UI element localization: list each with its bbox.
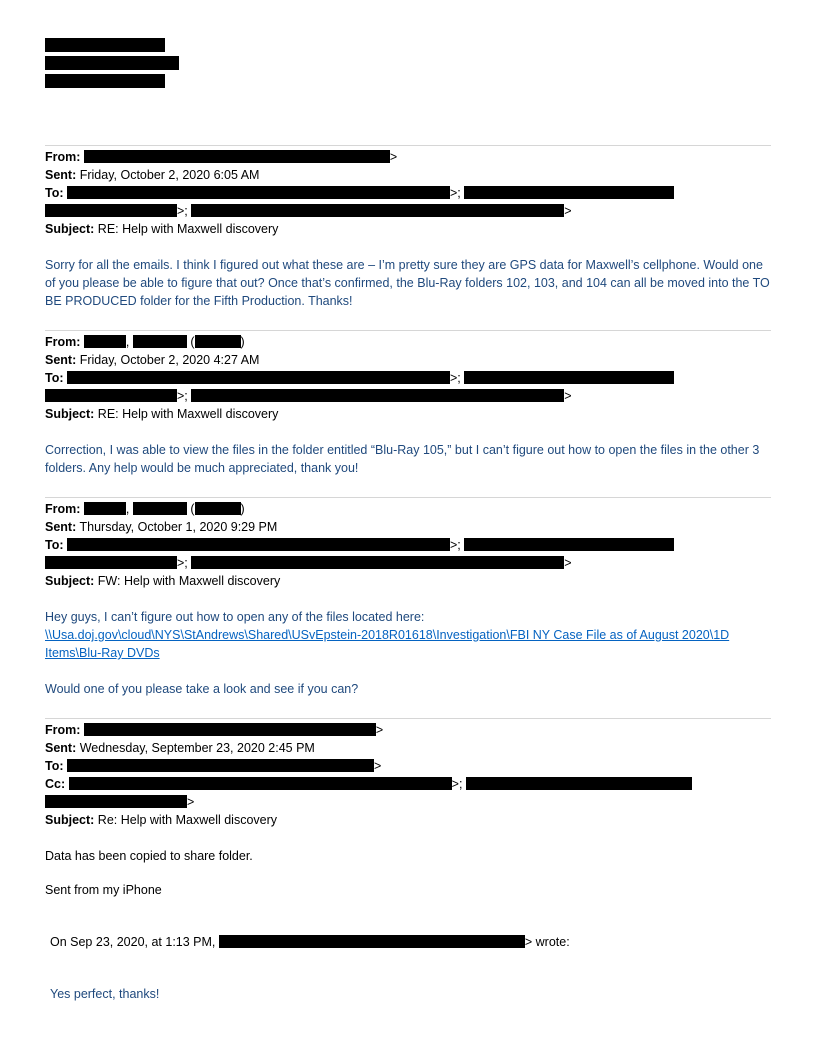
sent-label: Sent: — [45, 168, 77, 182]
subject-line — [45, 572, 280, 590]
subject-line — [45, 405, 278, 423]
redaction-bar — [219, 935, 525, 948]
sent-value: Wednesday, September 23, 2020 2:45 PM — [79, 741, 315, 755]
to-line-continued — [45, 554, 572, 572]
redaction-bar — [84, 150, 390, 163]
sent-line — [45, 166, 259, 184]
sent-label: Sent: — [45, 741, 77, 755]
to-label: To: — [45, 538, 64, 552]
subject-line — [45, 220, 278, 238]
to-line — [45, 536, 674, 554]
divider — [45, 497, 771, 498]
cc-line — [45, 775, 692, 793]
redaction-bar — [45, 389, 177, 402]
email-body: Correction, I was able to view the files in the folder entitled “Blu-Ray 105,” but I can’t figure out how to open the files in the other 3 folders. Any help would be much appreciated, thank you! — [45, 443, 760, 475]
separator: >; — [451, 777, 463, 791]
subject-value: Re: Help with Maxwell discovery — [97, 813, 278, 827]
to-line-continued — [45, 202, 572, 220]
to-line — [45, 184, 674, 202]
quoted-header-suffix: > wrote: — [524, 935, 570, 949]
separator: >; — [450, 186, 461, 200]
from-line — [45, 500, 245, 518]
divider — [45, 330, 771, 331]
redaction-bar — [464, 538, 674, 551]
sent-value: Thursday, October 1, 2020 9:29 PM — [79, 520, 278, 534]
subject-label: Subject: — [45, 407, 95, 421]
redaction-bar — [464, 186, 674, 199]
redaction-bar — [45, 74, 165, 88]
redaction-bar — [45, 38, 165, 52]
open-paren: ( — [190, 502, 195, 516]
redaction-bar — [191, 204, 564, 217]
redaction-bar — [84, 723, 376, 736]
sent-value: Friday, October 2, 2020 4:27 AM — [79, 353, 260, 367]
redaction-bar — [191, 389, 564, 402]
redaction-bar — [45, 204, 177, 217]
quoted-header — [50, 933, 570, 951]
redaction-bar — [45, 56, 179, 70]
redaction-bar — [195, 502, 241, 515]
quoted-body: Yes perfect, thanks! — [50, 987, 160, 1001]
redaction-bar — [195, 335, 241, 348]
redaction-bar — [466, 777, 692, 790]
divider — [45, 145, 771, 146]
redaction-bar — [133, 502, 187, 515]
from-label: From: — [45, 150, 81, 164]
quoted-header-prefix: On Sep 23, 2020, at 1:13 PM, — [50, 935, 216, 949]
email-signature: Sent from my iPhone — [45, 883, 162, 897]
sent-label: Sent: — [45, 353, 77, 367]
subject-label: Subject: — [45, 574, 95, 588]
separator: >; — [450, 538, 461, 552]
angle-bracket: > — [374, 759, 382, 773]
open-paren: ( — [190, 335, 195, 349]
separator: >; — [177, 556, 188, 570]
to-line-continued — [45, 387, 572, 405]
cc-line-continued — [45, 793, 194, 811]
redaction-bar — [191, 556, 564, 569]
email-body — [45, 608, 771, 662]
sent-line — [45, 518, 277, 536]
angle-bracket: > — [375, 723, 384, 737]
to-label: To: — [45, 186, 64, 200]
from-label: From: — [45, 502, 81, 516]
subject-value: FW: Help with Maxwell discovery — [97, 574, 281, 588]
separator: >; — [177, 204, 188, 218]
to-label: To: — [45, 371, 64, 385]
redaction-bar — [45, 795, 187, 808]
network-share-link[interactable]: \\Usa.doj.gov\cloud\NYS\StAndrews\Shared\USvEpstein-2018R01618\Investigation\FBI NY Case File as of August 2020\1D Items\Blu-Ray DVDs — [45, 628, 730, 660]
sent-line — [45, 739, 315, 757]
subject-value: RE: Help with Maxwell discovery — [97, 407, 279, 421]
angle-bracket: > — [187, 795, 195, 809]
from-line — [45, 721, 383, 739]
redaction-bar — [84, 502, 126, 515]
cc-label: Cc: — [45, 777, 66, 791]
email-body-text: Hey guys, I can’t figure out how to open any of the files located here: — [45, 610, 425, 624]
sent-value: Friday, October 2, 2020 6:05 AM — [79, 168, 260, 182]
divider — [45, 718, 771, 719]
to-label: To: — [45, 759, 64, 773]
subject-line — [45, 811, 277, 829]
angle-bracket: > — [564, 389, 572, 403]
redaction-bar — [67, 186, 450, 199]
close-paren: ) — [240, 335, 245, 349]
redaction-bar — [464, 371, 674, 384]
subject-label: Subject: — [45, 813, 95, 827]
from-label: From: — [45, 723, 81, 737]
angle-bracket: > — [564, 556, 572, 570]
redaction-bar — [69, 777, 452, 790]
comma: , — [125, 335, 130, 349]
comma: , — [125, 502, 130, 516]
redaction-bar — [133, 335, 187, 348]
email-body-followup: Would one of you please take a look and see if you can? — [45, 682, 359, 696]
sent-label: Sent: — [45, 520, 77, 534]
subject-label: Subject: — [45, 222, 95, 236]
from-line — [45, 148, 397, 166]
email-document — [45, 0, 771, 1056]
redaction-bar — [67, 759, 374, 772]
sent-line — [45, 351, 259, 369]
separator: >; — [177, 389, 188, 403]
subject-value: RE: Help with Maxwell discovery — [97, 222, 279, 236]
from-line — [45, 333, 245, 351]
to-line — [45, 369, 674, 387]
redaction-bar — [45, 556, 177, 569]
to-line — [45, 757, 381, 775]
redaction-bar — [84, 335, 126, 348]
separator: >; — [450, 371, 461, 385]
close-paren: ) — [240, 502, 245, 516]
redaction-bar — [67, 371, 450, 384]
angle-bracket: > — [564, 204, 572, 218]
email-body: Data has been copied to share folder. — [45, 849, 253, 863]
from-label: From: — [45, 335, 81, 349]
angle-bracket: > — [389, 150, 398, 164]
redaction-bar — [67, 538, 450, 551]
email-body: Sorry for all the emails. I think I figured out what these are – I’m pretty sure they are GPS data for Maxwell’s cellphone. Would one of you please be able to figure that out? Once that’s confirmed, the Blu-Ray folders 102, 103, and 104 can all be moved into the TO BE PRODUCED folder for the Fifth Production. Thanks! — [45, 258, 770, 308]
